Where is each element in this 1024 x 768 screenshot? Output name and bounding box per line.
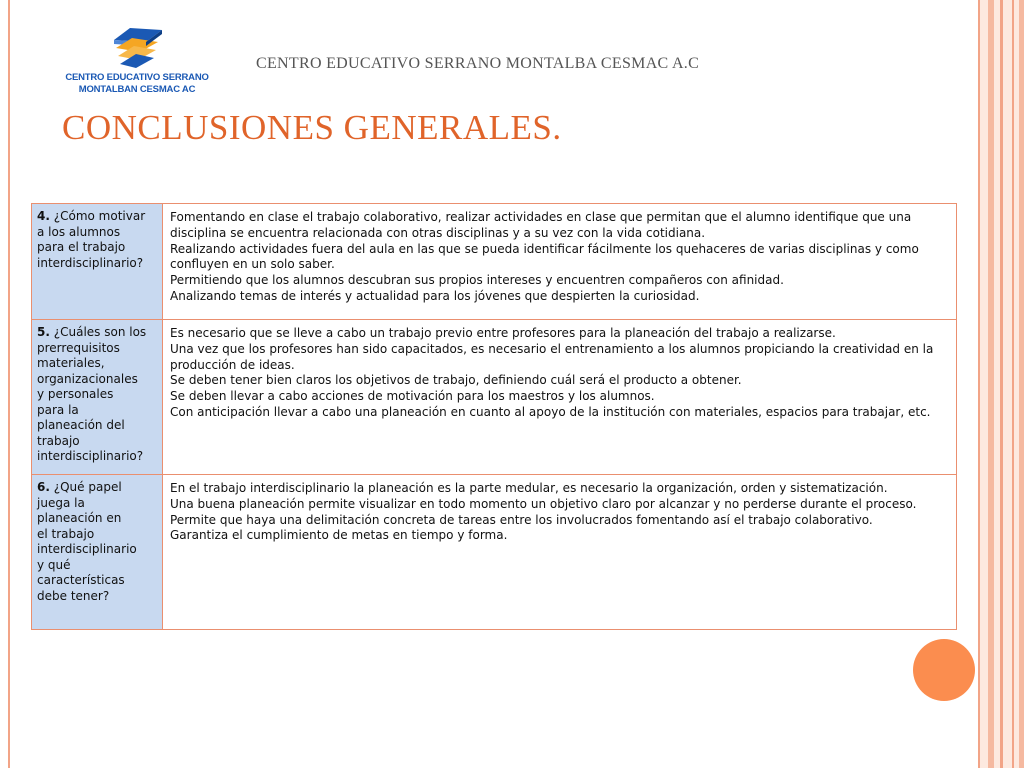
- table-row: [32, 204, 957, 320]
- answer-line: Una buena planeación permite visualizar en todo momento un objetivo claro por alcanzar y no perderse durante el proceso.: [170, 496, 917, 511]
- table-row: [32, 475, 957, 630]
- answer-line: Fomentando en clase el trabajo colaborativo, realizar actividades en clase que permitan que el alumno identifique que una disciplina se encuentra relacionada con otras disciplinas y a su vez con la vida cotidiana.: [170, 210, 912, 240]
- question-text: [37, 480, 160, 604]
- question-number: 6.: [37, 480, 50, 494]
- answer-line: Permitiendo que los alumnos descubran sus propios intereses y encuentren compañeros con afinidad.: [170, 273, 784, 288]
- answer-line: En el trabajo interdisciplinario la planeación es la parte medular, es necesario la organización, orden y sistematización.: [170, 481, 888, 495]
- table-row: [32, 320, 957, 475]
- answer-line: Se deben tener bien claros los objetivos de trabajo, definiendo cuál será el producto a obtener.: [170, 373, 742, 388]
- question-label: ¿Qué papel juega la planeación en el trabajo interdisciplinario y qué características debe tener?: [37, 480, 137, 603]
- school-logo: [62, 20, 212, 98]
- book-logo-icon: [110, 20, 166, 70]
- conclusions-table: [31, 203, 957, 630]
- answer-line: Analizando temas de interés y actualidad para los jóvenes que despierten la curiosidad.: [170, 288, 700, 303]
- question-label: ¿Cuáles son los prerrequisitos materiales, organizacionales y personales para la planeación del trabajo interdisciplinario?: [37, 325, 147, 463]
- answer-cell: [163, 204, 957, 320]
- decorative-circle: [913, 639, 975, 701]
- page-title: CONCLUSIONES GENERALES.: [62, 108, 562, 147]
- question-cell: [32, 320, 163, 475]
- question-number: 4.: [37, 209, 50, 223]
- question-text: [37, 325, 160, 465]
- answer-line: Realizando actividades fuera del aula en las que se pueda identificar fácilmente los quehaceres de varias disciplinas y como confluyen en un solo saber.: [170, 241, 919, 272]
- left-frame-line: [8, 0, 10, 768]
- question-label: ¿Cómo motivar a los alumnos para el trabajo interdisciplinario?: [37, 209, 146, 270]
- question-cell: [32, 475, 163, 630]
- logo-text-line2: MONTALBAN CESMAC AC: [78, 83, 196, 95]
- question-cell: [32, 204, 163, 320]
- right-decorative-stripes: [978, 0, 1024, 768]
- answer-line: Permite que haya una delimitación concreta de tareas entre los involucrados fomentando así el trabajo colaborativo.: [170, 512, 873, 527]
- question-text: [37, 209, 160, 271]
- school-name-header: CENTRO EDUCATIVO SERRANO MONTALBA CESMAC A.C: [256, 55, 700, 72]
- answer-line: Garantiza el cumplimiento de metas en tiempo y forma.: [170, 528, 508, 543]
- question-number: 5.: [37, 325, 50, 339]
- answer-line: Es necesario que se lleve a cabo un trabajo previo entre profesores para la planeación del trabajo a realizarse.: [170, 326, 836, 340]
- answer-cell: [163, 320, 957, 475]
- answer-line: Una vez que los profesores han sido capacitados, es necesario el entrenamiento a los alumnos propiciando la creatividad en la producción de ideas.: [170, 341, 934, 372]
- answer-line: Se deben llevar a cabo acciones de motivación para los maestros y los alumnos.: [170, 389, 655, 404]
- answer-line: Con anticipación llevar a cabo una planeación en cuanto al apoyo de la institución con materiales, espacios para trabajar, etc.: [170, 404, 931, 419]
- answer-cell: [163, 475, 957, 630]
- logo-text-line1: CENTRO EDUCATIVO SERRANO: [65, 72, 209, 83]
